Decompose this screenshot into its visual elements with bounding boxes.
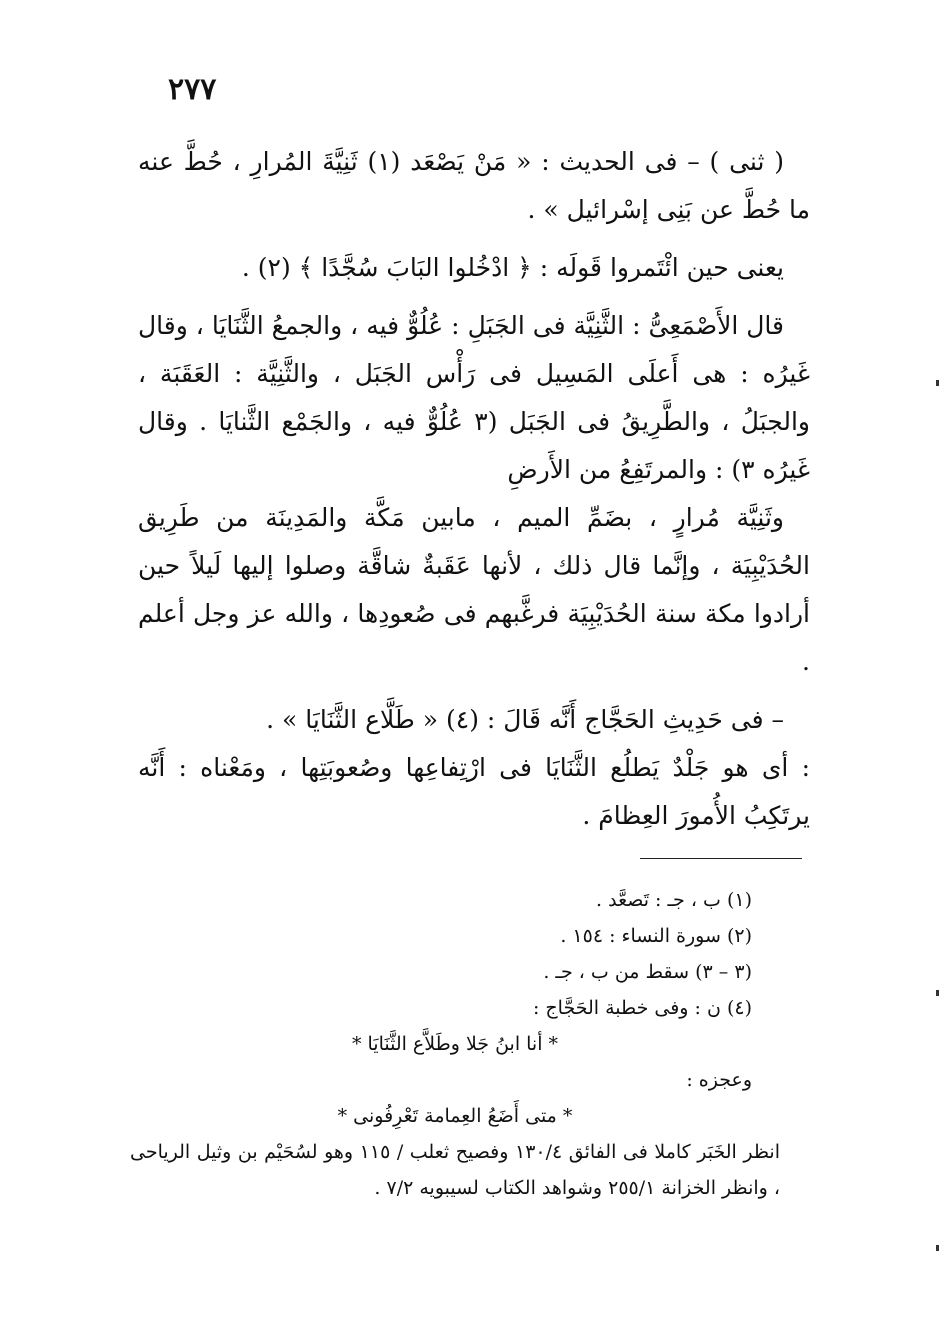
page-number: ٢٧٧ <box>168 72 217 107</box>
paragraph-thaniyyat-murar: وثَنِيَّة مُرارٍ ، بضَمِّ الميم ، مابين مَكَّة والمَدِينَة من طَرِيق الحُدَيْبِيَة ، وإنَّما قال ذلك ، لأنها عَقَبةٌ شاقَّة وصلوا إليها لَيلاً حين أرادوا مكة سنة الحُدَيْبِيَة فرغَّبهم فى صُعودِها ، والله عز وجل أعلم . <box>138 503 810 676</box>
margin-mark <box>936 1245 939 1251</box>
paragraph-meaning: : أى هو جَلْدٌ يَطلُع الثَّنَايَا فى ارْتِفاعِها وصُعوبَتِها ، ومَعْناه : أَنَّه يرتَكِبُ الأُمورَ العِظامَ . <box>138 753 810 830</box>
margin-mark <box>936 990 939 996</box>
paragraph-hajjaj: – فى حَدِيثِ الحَجَّاج أَنَّه قَالَ : (٤) « طَلَّاع الثَّنَايَا » . <box>266 705 784 734</box>
footnote-3: (٣ – ٣) سقط من ب ، جـ . <box>543 961 752 983</box>
footnotes <box>130 882 780 1206</box>
footnote-4: (٤) ن : وفى خطبة الحَجَّاج : <box>532 997 752 1019</box>
paragraph-quran-quote: يعنى حين ائْتَمروا قَولَه : ﴿ ادْخُلوا البَابَ سُجَّدًا ﴾ (٢) . <box>241 253 784 282</box>
main-text <box>138 138 810 840</box>
paragraph-asmai: قال الأَصْمَعِىُّ : الثَّنِيَّة فى الجَبَلِ : عُلُوٌّ فيه ، والجمعُ الثَّنَايَا ، وقال غَيرُه : هى أَعلَى المَسِيل فى رَأْس الجَبَل ، والثَّنِيَّة : العَقَبَة ، والجبَلُ ، والطَّرِيقُ فى الجَبَل (٣ عُلُوٌّ فيه ، والجَمْع الثَّنايَا . وقال غَيرُه ٣) : والمرتَفِعُ من الأَرضِ <box>138 311 810 484</box>
verse-label: وعجزه : <box>686 1069 752 1091</box>
verse-second-hemistich: * متى أَضَعُ العِمامة تَعْرِفُونى * <box>337 1105 573 1127</box>
footnote-2: (٢) سورة النساء : ١٥٤ . <box>560 925 752 947</box>
margin-mark <box>936 380 939 386</box>
footnote-reference: انظر الخَبَر كاملا فى الفائق ١٣٠/٤ وفصيح ثعلب / ١١٥ وهو لسُحَيْم بن وثيل الرياحى ، وانظر الخزانة ٢٥٥/١ وشواهد الكتاب لسيبويه ٧/٢ . <box>130 1141 780 1199</box>
paragraph-hadith: ( ثنى ) – فى الحديث : « مَنْ يَصْعَد (١) ثَنِيَّةَ المُرارِ ، حُطَّ عنه ما حُطَّ عن بَنِى إسْرائيل » . <box>138 147 810 224</box>
footnote-separator <box>640 858 802 859</box>
verse-first-hemistich: * أنا ابنُ جَلا وطَلاَّع الثَّنَايَا * <box>351 1033 559 1055</box>
footnote-1: (١) ب ، جـ : تَصعَّد . <box>596 889 752 911</box>
